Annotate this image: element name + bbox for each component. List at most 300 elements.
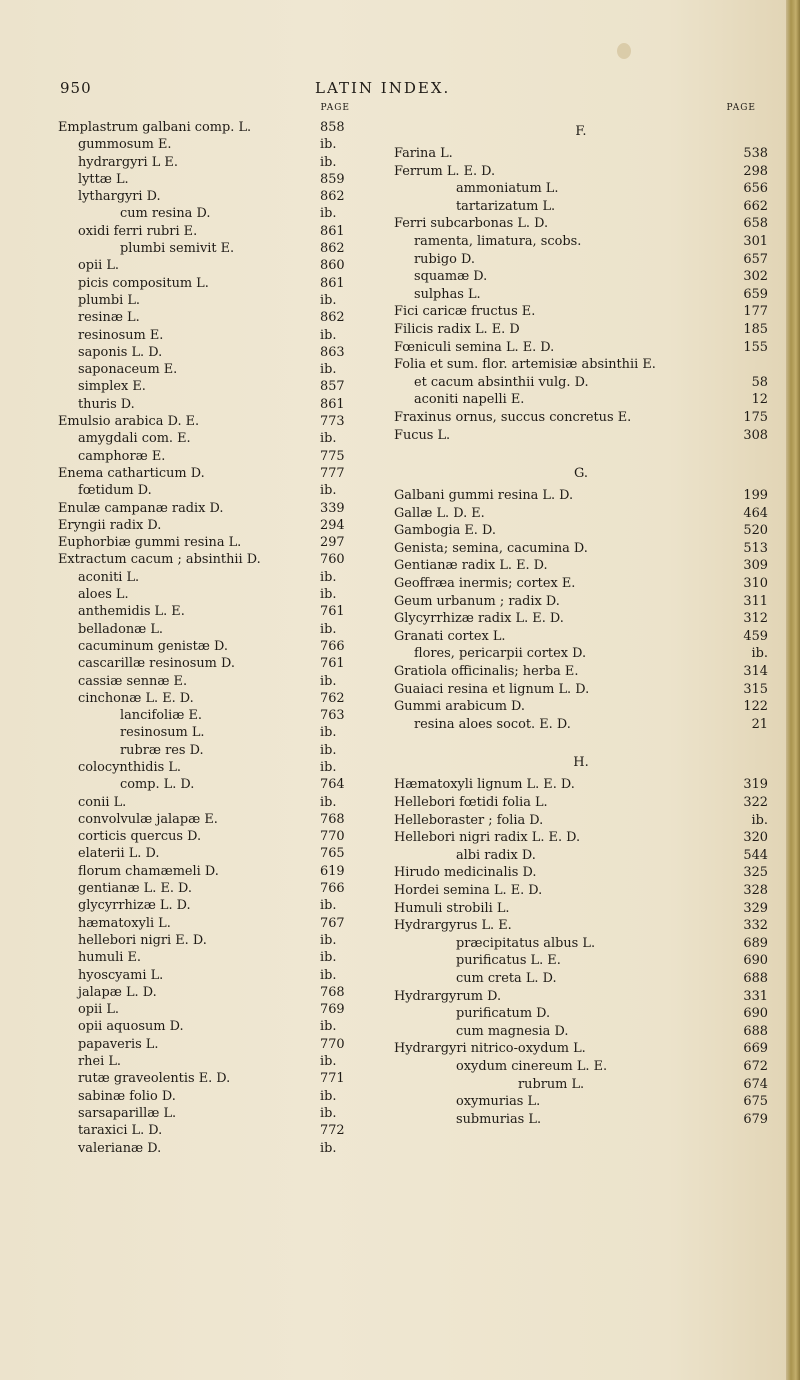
entry-page: 302 [743,269,768,285]
page-label: PAGE [726,103,756,113]
entry-page: ib. [320,932,337,948]
index-entry [394,593,768,611]
index-entry [394,1076,768,1094]
entry-text: Fici caricæ fructus E. [394,304,536,320]
entry-page: ib. [320,1019,337,1035]
entry-page: 325 [743,865,768,881]
entry-page: 177 [743,304,768,320]
entry-page: 763 [320,708,345,724]
entry-page: ib. [320,587,337,603]
entry-text: hydrargyri L E. [78,154,178,170]
index-entry [394,681,768,699]
entry-text: resinosum L. [120,725,205,741]
index-entry [58,1122,362,1139]
entry-text: cum magnesia D. [456,1023,569,1039]
index-entry [58,811,362,828]
entry-page: 777 [320,465,345,481]
entry-text: Guaiaci resina et lignum L. D. [394,681,590,697]
entry-text: corticis quercus D. [78,829,202,845]
entry-text: Emplastrum galbani comp. L. [58,120,252,135]
index-entry [394,628,768,646]
entry-page: 339 [320,500,345,516]
entry-text: hæmatoxyli L. [78,915,171,931]
entry-page: ib. [320,742,337,758]
entry-page: 332 [743,918,768,934]
page-header [0,79,786,103]
index-entry [394,1111,768,1129]
index-entry [58,1036,362,1053]
entry-text: aconiti L. [78,569,140,585]
entry-text: Folia et sum. flor. artemisiæ absinthii E. [394,357,656,373]
entry-page: 775 [320,448,345,464]
entry-text: glycyrrhizæ L. D. [78,898,191,914]
entry-page: ib. [320,1105,337,1121]
entry-text: Fucus L. [394,427,451,443]
entry-page: 322 [743,795,768,810]
entry-text: fœtidum D. [78,483,152,499]
entry-page: 310 [743,576,768,592]
entry-page: ib. [320,950,337,966]
index-entry [58,344,362,361]
index-list-right [394,119,768,1128]
index-entry [58,309,362,326]
entry-text: purificatum D. [456,1006,551,1022]
entry-page: ib. [320,898,337,914]
index-entry [58,240,362,257]
entry-page: 315 [743,681,768,697]
entry-text: opii L. [78,258,120,274]
index-entry [58,188,362,205]
entry-page: 185 [743,321,768,337]
entry-page: ib. [320,1140,337,1156]
entry-page: 294 [320,517,345,533]
entry-page: ib. [320,673,337,689]
entry-text: aconiti napelli E. [414,392,525,408]
index-entry [58,257,362,274]
index-entry [394,233,768,251]
index-entry [394,251,768,269]
entry-text: rubigo D. [414,251,475,267]
entry-text: resinosum E. [78,327,164,343]
entry-page: 308 [743,427,768,443]
entry-page: ib. [320,292,337,308]
entry-text: saponaceum E. [78,362,178,378]
entry-text: rutæ graveolentis E. D. [78,1071,231,1087]
section-letter: G. [573,466,589,482]
entry-text: Galbani gummi resina L. D. [394,488,574,504]
index-entry [394,645,768,663]
entry-text: conii L. [78,794,127,810]
entry-text: belladonæ L. [78,621,163,637]
entry-text: amygdali com. E. [78,431,191,447]
index-entry [394,268,768,286]
entry-text: Glycyrrhizæ radix L. E. D. [394,611,564,627]
entry-page: 331 [743,988,768,1004]
entry-page: 689 [743,935,768,951]
index-entry [58,1070,362,1087]
entry-text: Hydrargyrum D. [394,988,502,1004]
index-entry [394,952,768,970]
index-entry [394,374,768,392]
entry-text: præcipitatus albus L. [456,935,596,951]
index-entry [394,812,768,830]
index-entry [58,327,362,344]
entry-text: plumbi L. [78,292,141,308]
index-entry [394,409,768,427]
index-entry [58,534,362,551]
entry-text: anthemidis L. E. [78,604,185,620]
running-head: LATIN INDEX. [315,79,451,97]
index-entry [394,1093,768,1111]
entry-text: Gallæ L. D. E. [394,505,485,521]
index-entry [394,864,768,882]
entry-page: 861 [320,223,345,239]
entry-text: rubrum L. [518,1076,585,1092]
entry-page: 761 [320,656,345,672]
index-entry [394,716,768,734]
entry-page: 688 [743,1023,768,1039]
index-entry [394,970,768,988]
entry-page: ib. [320,431,337,447]
entry-page: 857 [320,379,345,395]
index-entry [58,292,362,309]
entry-page: 679 [743,1111,768,1127]
entry-page: ib. [320,483,337,499]
entry-page: 675 [743,1094,768,1110]
index-entry [58,759,362,776]
index-entry [394,917,768,935]
index-entry [58,880,362,897]
entry-text: sarsaparillæ L. [78,1105,177,1121]
index-entry [394,356,768,374]
index-entry [394,575,768,593]
entry-page: 768 [320,984,345,1000]
entry-page: 544 [743,847,768,863]
entry-text: jalapæ L. D. [78,984,157,1000]
entry-text: thuris D. [78,396,135,412]
index-entry [58,603,362,620]
entry-page: 769 [320,1002,345,1018]
entry-text: resinæ L. [78,310,140,326]
index-entry [58,569,362,586]
entry-text: cacuminum genistæ D. [78,638,228,654]
index-entry [58,897,362,914]
index-entry [58,1053,362,1070]
left-column [58,103,362,1157]
index-entry [58,430,362,447]
index-entry [58,1140,362,1157]
index-entry [58,776,362,793]
entry-text: squamæ D. [414,269,488,285]
entry-page: 122 [743,699,768,715]
entry-text: gentianæ L. E. D. [78,881,193,897]
entry-text: valerianæ D. [78,1140,162,1156]
entry-page: 309 [743,558,768,574]
entry-page: ib. [320,621,337,637]
entry-page: 760 [320,552,345,568]
entry-text: opii aquosum D. [78,1019,184,1035]
entry-page: ib. [320,1088,337,1104]
index-entry [58,413,362,430]
entry-text: Fraxinus ornus, succus concretus E. [394,409,632,425]
entry-text: Farina L. [394,146,453,161]
index-entry [58,1001,362,1018]
entry-page: 768 [320,811,345,827]
index-entry [58,171,362,188]
entry-page: 861 [320,396,345,412]
entry-text: Geum urbanum ; radix D. [394,593,560,609]
entry-text: et cacum absinthii vulg. D. [414,374,589,390]
index-entry [58,673,362,690]
entry-text: hellebori nigri E. D. [78,932,207,948]
entry-page: 762 [320,690,345,706]
entry-page: ib. [320,1054,337,1070]
entry-page: 766 [320,881,345,897]
entry-page: 861 [320,275,345,291]
entry-text: convolvulæ jalapæ E. [78,811,218,827]
entry-page: 175 [743,409,768,425]
entry-text: taraxici L. D. [78,1123,163,1139]
entry-text: oxydum cinereum L. E. [456,1058,608,1074]
entry-page: 859 [320,171,345,187]
entry-page: 513 [743,540,768,556]
entry-page: 669 [743,1041,768,1057]
entry-page: 688 [743,970,768,986]
entry-text: Granati cortex L. [394,628,506,644]
index-entry [58,932,362,949]
right-column [394,103,768,1128]
entry-text: ramenta, limatura, scobs. [414,233,582,249]
index-entry [394,427,768,445]
entry-page: 773 [320,414,345,430]
entry-text: simplex E. [78,379,146,395]
entry-text: Helleboraster ; folia D. [394,812,544,828]
entry-page: ib. [751,812,768,828]
entry-text: albi radix D. [456,847,536,863]
index-entry [58,794,362,811]
index-entry [58,1018,362,1035]
entry-page: 764 [320,777,345,793]
entry-text: Ferrum L. E. D. [394,163,496,179]
entry-page: 314 [743,664,768,680]
index-entry [58,275,362,292]
index-entry [394,698,768,716]
entry-page: 520 [743,523,768,539]
index-entry [58,724,362,741]
entry-text: Enema catharticum D. [58,465,205,481]
entry-page: 690 [743,1006,768,1022]
entry-page: 199 [743,488,768,504]
entry-page: 329 [743,900,768,916]
index-entry [394,776,768,794]
index-entry [58,205,362,222]
entry-text: lythargyri D. [78,189,161,205]
index-entry [394,303,768,321]
entry-text: picis compositum L. [78,275,209,291]
page-edge [786,0,800,1380]
index-entry [58,863,362,880]
entry-text: Filicis radix L. E. D [394,321,520,337]
index-entry [394,794,768,812]
entry-text: hyoscyami L. [78,967,164,983]
entry-text: comp. L. D. [120,777,195,793]
index-entry [394,829,768,847]
index-entry [394,321,768,339]
index-entry [58,448,362,465]
entry-text: oxymurias L. [456,1094,541,1110]
index-entry [394,505,768,523]
index-entry [58,742,362,759]
entry-text: sulphas L. [414,286,481,302]
section-gap [394,733,768,750]
entry-text: Geoffræa inermis; cortex E. [394,576,576,592]
entry-page: 767 [320,915,345,931]
entry-page: ib. [320,967,337,983]
entry-page: 672 [743,1058,768,1074]
entry-page: ib. [751,646,768,662]
entry-text: tartarizatum L. [456,198,556,214]
entry-text: Eryngii radix D. [58,517,162,533]
entry-page: 657 [743,251,768,267]
entry-page: 863 [320,344,345,360]
index-entry [58,949,362,966]
entry-page: 772 [320,1123,345,1139]
index-entry [394,198,768,216]
index-entry [58,638,362,655]
entry-text: Hellebori fœtidi folia L. [394,795,548,810]
entry-text: lancifoliæ E. [120,708,202,724]
index-entry [394,1040,768,1058]
entry-page: 464 [743,505,768,521]
index-entry [394,663,768,681]
entry-page: 770 [320,1036,345,1052]
entry-page: 12 [751,392,768,408]
entry-page: 858 [320,120,345,135]
section-letter: F. [575,124,587,139]
entry-text: Hellebori nigri radix L. E. D. [394,830,581,846]
index-entry [58,500,362,517]
entry-text: elaterii L. D. [78,846,160,862]
index-entry [58,845,362,862]
section-gap [394,444,768,461]
paper-stain [617,43,631,59]
entry-page: 862 [320,241,345,257]
entry-page: 674 [743,1076,768,1092]
index-entry [58,465,362,482]
entry-text: humuli E. [78,950,141,966]
entry-text: camphoræ E. [78,448,166,464]
section-letter: H. [573,755,589,771]
entry-text: Genista; semina, cacumina D. [394,540,588,556]
entry-page: 301 [743,233,768,249]
index-entry [394,900,768,918]
index-entry [394,882,768,900]
index-entry [58,915,362,932]
entry-text: Ferri subcarbonas L. D. [394,216,549,232]
entry-text: Gratiola officinalis; herba E. [394,664,579,680]
entry-page: ib. [320,725,337,741]
entry-page: 656 [743,181,768,197]
index-entry [394,557,768,575]
index-entry [58,136,362,153]
index-entry [58,828,362,845]
entry-text: Hirudo medicinalis D. [394,865,537,881]
index-entry [394,1005,768,1023]
index-entry [394,180,768,198]
entry-text: Hydrargyrus L. E. [394,918,512,934]
entry-page: 311 [743,593,768,609]
entry-text: Hordei semina L. E. D. [394,882,543,898]
entry-page: 538 [743,146,768,161]
index-entry [394,988,768,1006]
entry-text: sabinæ folio D. [78,1088,176,1104]
entry-text: Hydrargyri nitrico-oxydum L. [394,1041,586,1057]
index-entry [394,610,768,628]
index-entry [394,522,768,540]
entry-page: ib. [320,206,337,222]
entry-page: 155 [743,339,768,355]
entry-text: saponis L. D. [78,344,163,360]
index-entry [58,1088,362,1105]
entry-text: Gummi arabicum D. [394,699,525,715]
entry-page: 658 [743,216,768,232]
index-entry [394,145,768,163]
entry-text: cum creta L. D. [456,970,557,986]
entry-text: gummosum E. [78,137,172,153]
index-entry [394,487,768,505]
entry-text: colocynthidis L. [78,759,182,775]
entry-page: ib. [320,362,337,378]
entry-text: cassiæ sennæ E. [78,673,188,689]
entry-page: 58 [751,374,768,390]
index-entry [58,119,362,136]
entry-page: 459 [743,628,768,644]
entry-page: 771 [320,1071,345,1087]
entry-page: ib. [320,759,337,775]
index-entry [394,935,768,953]
entry-page: 761 [320,604,345,620]
index-entry [394,339,768,357]
entry-page: 659 [743,286,768,302]
entry-page: 765 [320,846,345,862]
entry-text: resina aloes socot. E. D. [414,716,571,732]
index-entry [58,655,362,672]
index-entry [58,154,362,171]
index-entry [58,1105,362,1122]
entry-page: 619 [320,863,345,879]
entry-page: ib. [320,569,337,585]
index-entry [58,396,362,413]
entry-page: ib. [320,794,337,810]
index-entry [58,223,362,240]
index-entry [58,378,362,395]
index-entry [58,586,362,603]
page-number: 950 [60,79,92,97]
index-list-left [58,119,362,1157]
entry-page: 298 [743,163,768,179]
index-entry [394,215,768,233]
entry-text: florum chamæmeli D. [78,863,219,879]
entry-text: submurias L. [456,1111,542,1127]
index-entry [58,690,362,707]
entry-page: 862 [320,310,345,326]
index-entry [58,707,362,724]
entry-page: 690 [743,953,768,969]
entry-text: cascarillæ resinosum D. [78,656,235,672]
entry-page: 320 [743,830,768,846]
entry-text: Gambogia E. D. [394,523,496,539]
entry-page: 319 [743,777,768,793]
